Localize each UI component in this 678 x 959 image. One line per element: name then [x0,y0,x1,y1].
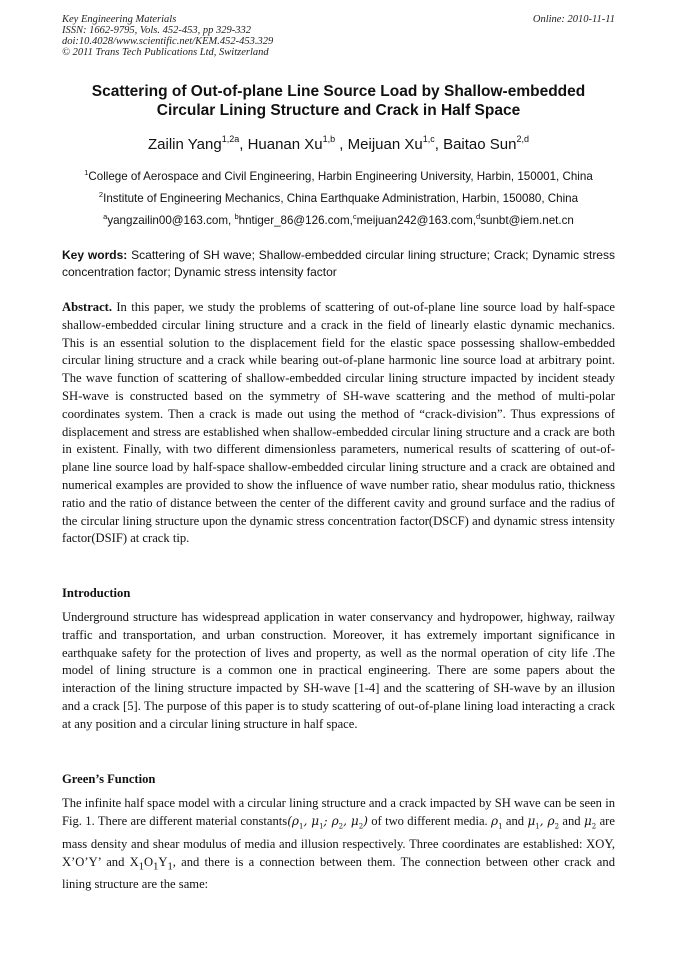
section-heading-introduction: Introduction [62,586,131,600]
author-emails: $^a$yangzailin00@163.com, $^b$hntiger_86@126.com,$^c$meijuan242@163.com,$^d$sunbt@iem.net.cn [103,212,574,227]
journal-name: Key Engineering Materials [62,14,177,25]
affiliation-1: $^1$College of Aerospace and Civil Engineering, Harbin Engineering University, Harbin, 150001, China [84,168,593,183]
author-sup: 1,c [422,134,435,144]
keywords-label: Key words: [62,248,128,262]
introduction-text: Underground structure has widespread application in water conservancy and hydropower, highway, railway traffic and transportation, and urban construction. Moreover, it has extremely important significance in earthquake safety for the protection of lives and property, as well as the normal operation of city life .The model of lining structure is a common one in practical engineering. There are some papers about the interaction of the lining structure impacted by SH-wave [1-4] and the scattering of SH-wave by an illusion and a crack [5]. The purpose of this paper is to study scattering of out-of-plane lining load interacting a crack at any position and a circular lining structure in half space. [62,610,615,731]
keywords-text: Scattering of SH wave; Shallow-embedded circular lining structure; Crack; Dynamic stress concentration factor; Dynamic stress intensity factor [62,248,615,279]
abstract [62,299,615,548]
material-constants-formula: ($\rho_1$, $\mu_1$; $\rho_2$, $\mu_2$) [287,813,368,831]
journal-header [62,14,273,58]
keywords [62,247,615,281]
author-name: Meijuan Xu [347,136,423,153]
author-name: Baitao Sun [443,136,517,153]
author-sup: 2,d [516,134,529,144]
author-sup: 1,2a [221,134,240,144]
author-name: Zailin Yang [148,136,222,153]
affiliation-2: $^2$Institute of Engineering Mechanics, China Earthquake Administration, Harbin, 150080, China [98,190,579,205]
email-link[interactable]: yangzailin00@163.com, [107,213,235,227]
email-link[interactable]: sunbt@iem.net.cn [480,213,574,227]
abstract-text: In this paper, we study the problems of scattering of out-of-plane line source load by half-space shallow-embedded circular lining structure and a crack in the field of linearly elastic dynamic mechanics. This is an essential solution to the displacement field for the elastic space possessing shallow-embedded circular lining structure and a crack while bearing out-of-plane harmonic line source load at arbitrary point. The wave function of scattering of shallow-embedded circular lining structure impacted by incident steady SH-wave is constructed based on the symmetry of SH-wave scattering and the method of multi-polar coordinates system. Then a crack is made out using the method of “crack-division”. Thus expressions of displacement and stress are established when shallow-embedded circular lining structure and a crack are both in existent. Finally, with two different dimensionless parameters, numerical results of scattering of out-of-plane line source load by half-space shallow-embedded circular lining structure and a crack are obtained and numerical examples are provided to show the influence of wave number ratio, shear modulus ratio, thickness ratio and the ratio of distance between the center of the different cavity and ground surface and the radius of the circular lining structure upon the dynamic stress concentration factor(DSCF) and dynamic stress intensity factor(DSIF) at crack tip. [62,300,615,546]
section-heading-greens-function: Green’s Function [62,772,156,786]
email-link[interactable]: meijuan242@163.com, [356,213,477,227]
author-list: Zailin Yang$^{1,2a}$, Huanan Xu$^{1,b}$ , Meijuan Xu$^{1,c}$, Baitao Sun$^{2,d}$ [148,134,529,153]
paper-title [62,82,615,120]
copyright-line: © 2011 Trans Tech Publications Ltd, Switzerland [62,47,269,58]
online-date: Online: 2010-11-11 [532,14,615,25]
issn-line: ISSN: 1662-9795, Vols. 452-453, pp 329-332 [62,25,251,36]
author-sup: 1,b [322,134,336,144]
author-name: Huanan Xu [247,136,323,153]
doi-line: doi:10.4028/www.scientific.net/KEM.452-453.329 [62,36,274,47]
abstract-label: Abstract. [62,300,113,314]
email-link[interactable]: hntiger_86@126.com, [238,213,353,227]
greens-function-text: The infinite half space model with a circular lining structure and a crack impacted by SH wave can be seen in Fig. 1. There are different material $constants(\rho_1$, $\mu_1$; $\rho_2$, $\mu_2$) of two different media. $\rho_1$ and $\mu_1$, $\rho_2$ and $\mu_2$ are mass density and shear modulus of media and illusion respectively. Three coordinates are established: XOY, X’O’Y’ and $X_1O_1Y_1$, and there is a connection between them. The connection between other crack and lining structure are the same: [62,796,615,892]
title-line-1: Scattering of Out-of-plane Line Source Load by Shallow-embedded [91,83,586,100]
title-line-2: Circular Lining Structure and Crack in Half Space [156,102,521,119]
